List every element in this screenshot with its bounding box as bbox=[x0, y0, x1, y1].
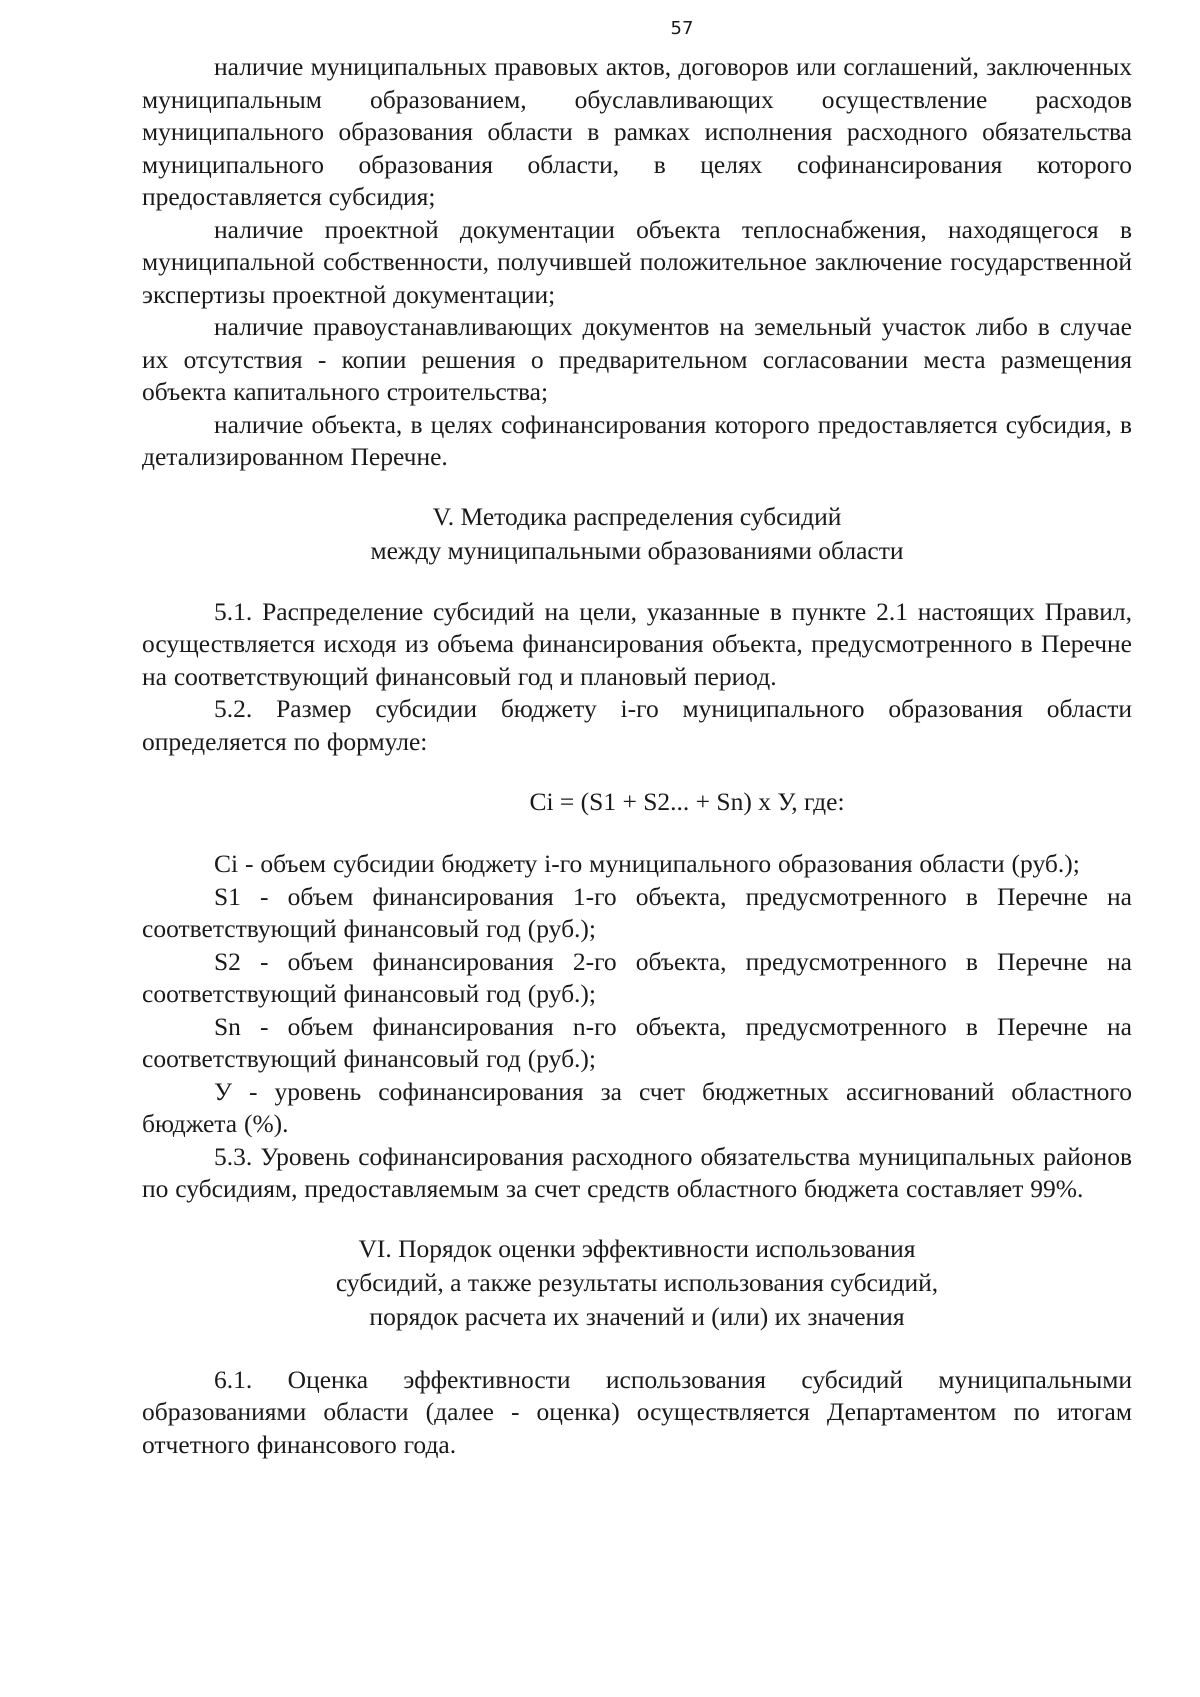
subsidy-formula: Ci = (S1 + S2... + Sn) х У, где: bbox=[529, 787, 845, 816]
section-6-heading-line-2: субсидий, а также результаты использования субсидий, bbox=[335, 1267, 939, 1297]
paragraph-object-list: наличие объекта, в целях софинансирования которого предоставляется субсидия, в детализированном Перечне. bbox=[142, 409, 1132, 471]
definition-s1: S1 - объем финансирования 1-го объекта, предусмотренного в Перечне на соответствующий финансовый год (руб.); bbox=[142, 881, 1132, 943]
definition-sn: Sn - объем финансирования n-го объекта, предусмотренного в Перечне на соответствующий финансовый год (руб.); bbox=[142, 1011, 1132, 1073]
paragraph-5-3: 5.3. Уровень софинансирования расходного обязательства муниципальных районов по субсидиям, предоставляемым за счет средств областного бюджета составляет 99%. bbox=[142, 1141, 1132, 1203]
section-6-heading-line-1: VI. Порядок оценки эффективности использования bbox=[358, 1233, 916, 1263]
paragraph-5-2: 5.2. Размер субсидии бюджету i-го муниципального образования области определяется по формуле: bbox=[142, 694, 1132, 756]
paragraph-6-1: 6.1. Оценка эффективности использования субсидий муниципальными образованиями области (далее - оценка) осуществляется Департаментом по итогам отчетного финансового года. bbox=[142, 1364, 1132, 1459]
paragraph-legal-acts: наличие муниципальных правовых актов, договоров или соглашений, заключенных муниципальным образованием, обуславливающих осуществление расходов муниципального образования области в рамках исполнения расходного обязательства муниципального образования области, в целях софинансирования которого предоставляется субсидия; bbox=[142, 52, 1132, 211]
section-5-heading-line-2: между муниципальными образованиями области bbox=[370, 535, 904, 565]
section-5-heading-line-1: V. Методика распределения субсидий bbox=[432, 501, 842, 531]
paragraph-land-docs: наличие правоустанавливающих документов на земельный участок либо в случае их отсутствия - копии решения о предварительном согласовании места размещения объекта капитального строительства; bbox=[142, 312, 1132, 406]
section-6-heading bbox=[142, 1232, 1132, 1334]
section-6-heading-line-3: порядок расчета их значений и (или) их значения bbox=[369, 1301, 905, 1331]
paragraph-project-docs: наличие проектной документации объекта теплоснабжения, находящегося в муниципальной собственности, получившей положительное заключение государственной экспертизы проектной документации; bbox=[142, 214, 1132, 309]
paragraph-5-1: 5.1. Распределение субсидий на цели, указанные в пункте 2.1 настоящих Правил, осуществляется исходя из объема финансирования объекта, предусмотренного в Перечне на соответствующий финансовый год и плановый период. bbox=[142, 596, 1132, 691]
section-5-heading bbox=[142, 500, 1132, 568]
page-number: 57 bbox=[670, 18, 694, 39]
definition-s2: S2 - объем финансирования 2-го объекта, предусмотренного в Перечне на соответствующий финансовый год (руб.); bbox=[142, 946, 1132, 1008]
definition-ci: Ci - объем субсидии бюджету i-го муниципального образования области (руб.); bbox=[214, 849, 1080, 878]
definition-u: У - уровень софинансирования за счет бюджетных ассигнований областного бюджета (%). bbox=[142, 1076, 1132, 1138]
